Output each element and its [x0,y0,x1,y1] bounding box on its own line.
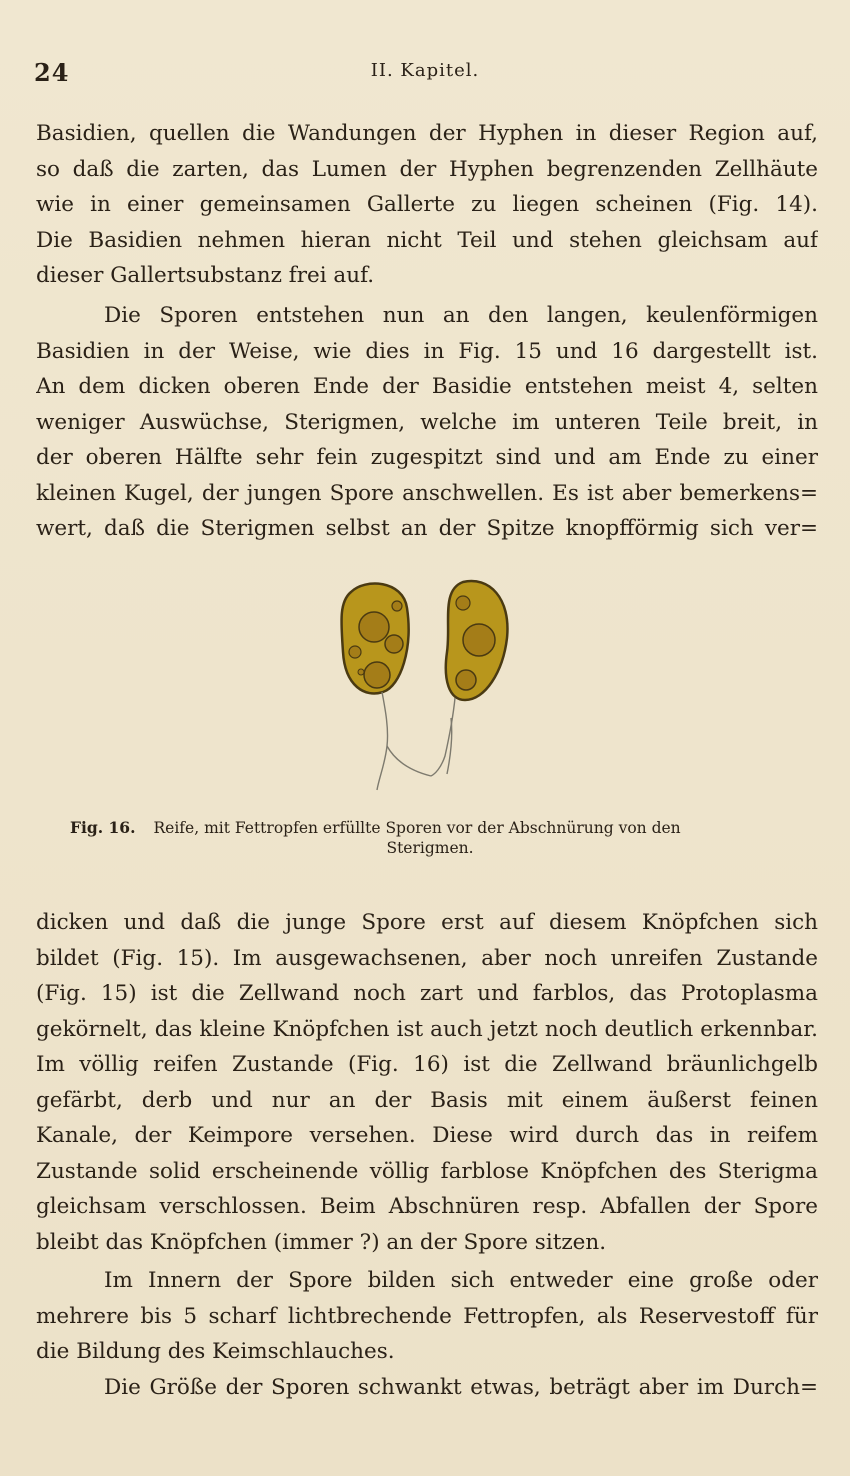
oil-droplet [456,670,476,690]
text-line: dieser Gallertsubstanz frei auf. [36,263,375,288]
text-line: gleichsam verschlossen. Beim Abschnüren resp. Abfallen der Spore [36,1194,818,1219]
oil-droplet [456,596,470,610]
text-line: weniger Auswüchse, Sterigmen, welche im unteren Teile breit, in [36,409,818,435]
text-line: bleibt das Knöpfchen (immer ?) an der Spore sitzen. [36,1229,607,1255]
figure-label: Fig. 16. [70,818,136,837]
text-line: Basidien in der Weise, wie dies in Fig. 15 und 16 dargestellt ist. [36,338,818,364]
figure-caption [70,818,790,858]
caption-line [70,818,790,838]
spores-drawing [325,568,535,798]
page-number: 24 [34,58,70,87]
paragraph-1 [36,116,818,294]
text-line: Kanale, der Keimpore versehen. Diese wird durch das in reifem [36,1123,818,1148]
text-line: Die Größe der Sporen schwankt etwas, beträgt aber im Durch= [104,1375,818,1400]
running-head: II. Kapitel. [370,60,480,81]
text-line: mehrere bis 5 scharf lichtbrechende Fettropfen, als Reservestoff für [36,1303,818,1329]
text-line: Im völlig reifen Zustande (Fig. 16) ist die Zellwand bräunlichgelb [36,1052,818,1077]
text-line: An dem dicken oberen Ende der Basidie entstehen meist 4, selten [36,374,818,399]
spore-left [341,584,408,694]
text-line: kleinen Kugel, der jungen Spore anschwellen. Es ist aber bemerkens= [36,480,818,506]
text-line: gefärbt, derb und nur an der Basis mit einem äußerst feinen [36,1087,818,1113]
text-line: gekörnelt, das kleine Knöpfchen ist auch jetzt noch deutlich erkennbar. [36,1016,818,1042]
oil-droplet [349,646,361,658]
text-line: bildet (Fig. 15). Im ausgewachsenen, aber noch unreifen Zustande [36,945,818,971]
text-line: Im Innern der Spore bilden sich entweder eine große oder [104,1268,818,1293]
oil-droplet [392,601,402,611]
text-line: Zustande solid erscheinende völlig farblose Knöpfchen des Sterigma [36,1158,818,1184]
oil-droplet [463,624,495,656]
oil-droplet [385,635,403,653]
caption-line-2: Sterigmen. [386,839,474,857]
paragraph-3 [36,1263,818,1370]
paragraph-2 [36,298,818,547]
paragraph-4 [36,1370,818,1406]
page-header [34,58,816,88]
text-line: dicken und daß die junge Spore erst auf diesem Knöpfchen sich [36,910,818,935]
text-line: Die Sporen entstehen nun an den langen, keulenförmigen [104,303,818,328]
text-line: der oberen Hälfte sehr fein zugespitzt sind und am Ende zu einer [36,445,818,470]
text-line: wert, daß die Sterigmen selbst an der Spitze knopfförmig sich ver= [36,516,818,541]
text-line: so daß die zarten, das Lumen der Hyphen begrenzenden Zellhäute [36,156,818,182]
text-line: (Fig. 15) ist die Zellwand noch zart und farblos, das Protoplasma [36,981,818,1006]
text-line: Die Basidien nehmen hieran nicht Teil und stehen gleichsam auf [36,227,818,253]
caption-text: Reife, mit Fettropfen erfüllte Sporen vor der Abschnürung von den [153,819,681,837]
spore-right [446,581,508,700]
paragraph-2-continued [36,905,818,1260]
text-line: die Bildung des Keimschlauches. [36,1339,395,1364]
text-line: wie in einer gemeinsamen Gallerte zu liegen scheinen (Fig. 14). [36,192,818,217]
text-line: Basidien, quellen die Wandungen der Hyphen in dieser Region auf, [36,121,818,146]
oil-droplet [364,662,390,688]
figure-16-illustration [325,568,535,798]
oil-droplet [359,612,389,642]
oil-droplet [358,669,364,675]
sterigmata [377,692,455,790]
